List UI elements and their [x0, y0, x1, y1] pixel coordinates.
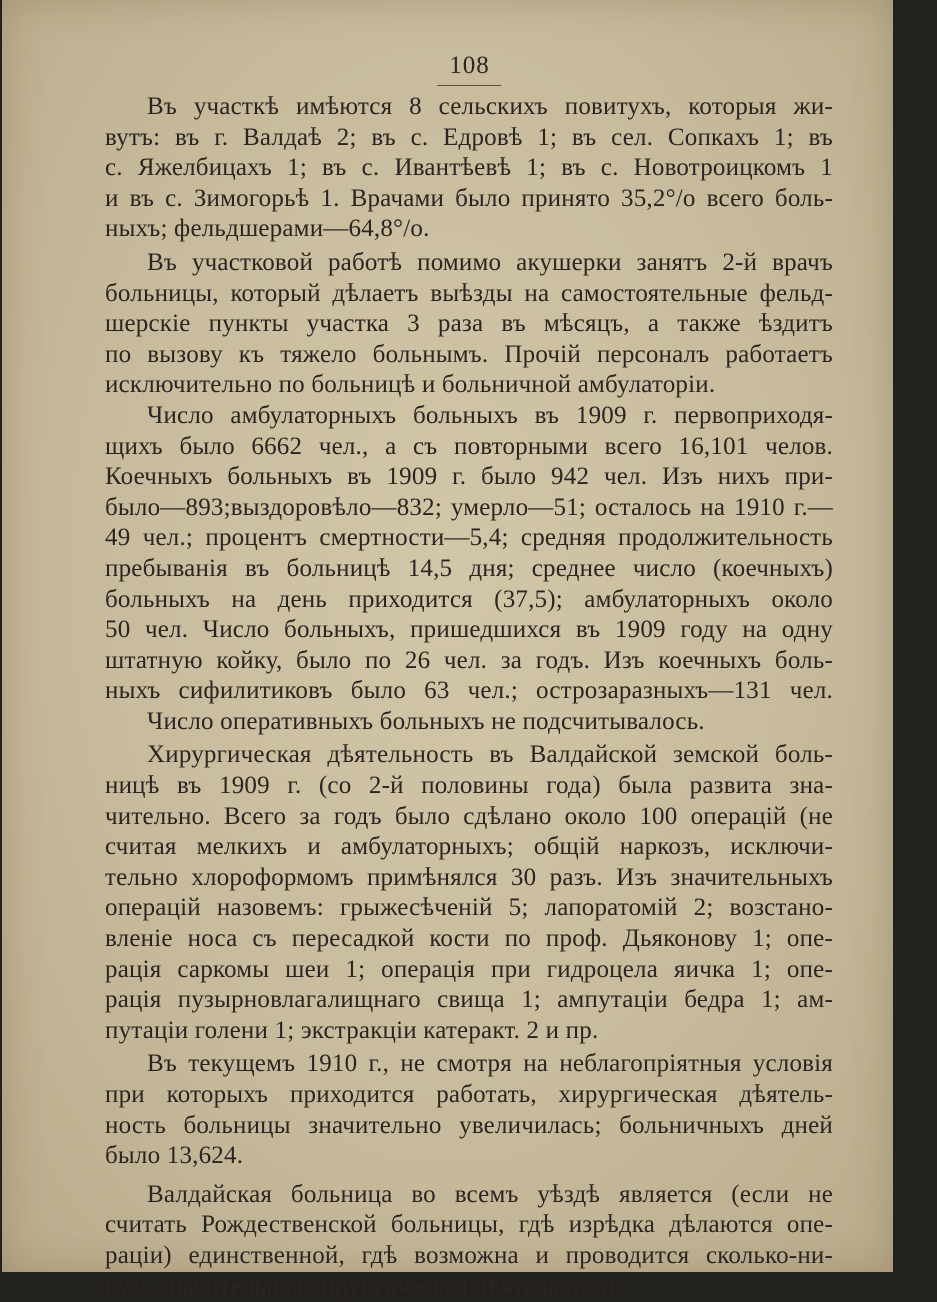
- text-line: Коечныхъ больныхъ въ 1909 г. было 942 чел. Изъ нихъ при-: [105, 463, 833, 491]
- text-line: считая мелкихъ и амбулаторныхъ; общій наркозъ, исключи-: [105, 833, 833, 861]
- paragraph-surgery-1909: [105, 740, 833, 1046]
- text-line: шерскіе пункты участка 3 раза въ мѣсяцъ, а также ѣздитъ: [105, 310, 833, 338]
- text-line: рація саркомы шеи 1; операція при гидроцела яичка 1; опе-: [105, 955, 833, 983]
- text-line: тельно хлороформомъ примѣнялся 30 разъ. Изъ значительныхъ: [105, 863, 833, 891]
- text-line: и въ с. Зимогорьѣ 1. Врачами было принято 35,2°/о всего боль-: [105, 184, 833, 212]
- text-line: Въ текущемъ 1910 г., не смотря на неблагопріятныя условія: [147, 1050, 833, 1078]
- text-line: ныхъ; фельдшерами—64,8°/о.: [105, 215, 430, 243]
- text-line: ницѣ въ 1909 г. (со 2-й половины года) была развита зна-: [105, 772, 833, 800]
- text-line: Хирургическая дѣятельность въ Валдайской земской боль-: [147, 741, 833, 769]
- text-line: больныхъ на день приходится (37,5); амбулаторныхъ около: [105, 585, 833, 613]
- text-line: рація пузырновлагалищнаго свища 1; ампутаціи бедра 1; ам-: [105, 986, 833, 1014]
- text-line: ность больницы значительно увеличилась; больничныхъ дней: [105, 1111, 833, 1139]
- text-line: раціи) единственной, гдѣ возможна и проводится сколько-ни-: [105, 1241, 833, 1269]
- text-line: исключительно по больницѣ и больничной амбулаторіи.: [105, 371, 716, 399]
- text-line: вутъ: въ г. Валдаѣ 2; въ с. Едровѣ 1; въ сел. Сопкахъ 1; въ: [105, 123, 833, 151]
- text-line: по вызову къ тяжело больнымъ. Прочій персоналъ работаетъ: [105, 340, 833, 368]
- text-line: 49 чел.; процентъ смертности—5,4; средняя продолжительность: [105, 524, 833, 552]
- text-line: вленіе носа съ пересадкой кости по проф. Дьяконову 1; опе-: [105, 925, 833, 953]
- text-line: будь значительная хирургическая дѣятельность.: [105, 1272, 628, 1300]
- text-line: щихъ было 6662 чел., а съ повторными всего 16,101 челов.: [105, 432, 833, 460]
- text-line: с. Яжелбицахъ 1; въ с. Ивантѣевѣ 1; въ с. Новотроицкомъ 1: [105, 154, 833, 182]
- text-line: при которыхъ приходится работать, хирургическая дѣятель-: [105, 1081, 833, 1108]
- text-line: Въ участковой работѣ помимо акушерки занятъ 2-й врачъ: [147, 248, 833, 276]
- text-line: Въ участкѣ имѣются 8 сельскихъ повитухъ, которыя жи-: [147, 93, 833, 120]
- text-line: Число оперативныхъ больныхъ не подсчитывалось.: [147, 707, 705, 735]
- text-line: штатную койку, было по 26 чел. за годъ. Изъ коечныхъ боль-: [105, 646, 833, 674]
- page-number: 108: [449, 52, 490, 79]
- body-text: [105, 92, 833, 1302]
- text-line: больницы, который дѣлаетъ выѣзды на самостоятельные фельд-: [105, 279, 833, 307]
- text-line: операцій назовемъ: грыжесѣченій 5; лапоратомій 2; возстано-: [105, 894, 833, 922]
- text-line: Валдайская больница во всемъ уѣздѣ является (если не: [147, 1180, 833, 1208]
- text-line: было 13,624.: [105, 1142, 244, 1170]
- text-line: пребыванія въ больницѣ 14,5 дня; среднее число (коечныхъ): [105, 554, 833, 582]
- paragraph-statistics: [105, 401, 833, 707]
- paragraph-conclusion: [105, 1180, 833, 1302]
- paragraph-staff: [105, 248, 833, 401]
- text-line: было—893;выздоровѣло—832; умерло—51; осталось на 1910 г.—: [105, 493, 833, 521]
- text-line: считать Рождественской больницы, гдѣ изрѣдка дѣлаются опе-: [105, 1211, 833, 1239]
- text-line: чительно. Всего за годъ было сдѣлано около 100 операцій (не: [105, 802, 833, 830]
- document-page: [2, 0, 893, 1300]
- page-number-underline: [437, 85, 501, 86]
- paragraph-midwives: [105, 92, 833, 245]
- text-line: 50 чел. Число больныхъ, пришедшихся въ 1909 году на одну: [105, 616, 833, 644]
- text-line: ныхъ сифилитиковъ было 63 чел.; острозаразныхъ—131 чел.: [105, 677, 833, 705]
- text-line: Число амбулаторныхъ больныхъ въ 1909 г. первоприходя-: [147, 401, 833, 429]
- text-line: путаціи голени 1; экстракціи катеракт. 2 и пр.: [105, 1016, 599, 1044]
- paragraph-surgery-1910: [105, 1049, 833, 1171]
- paragraph-operative-count: [105, 707, 833, 738]
